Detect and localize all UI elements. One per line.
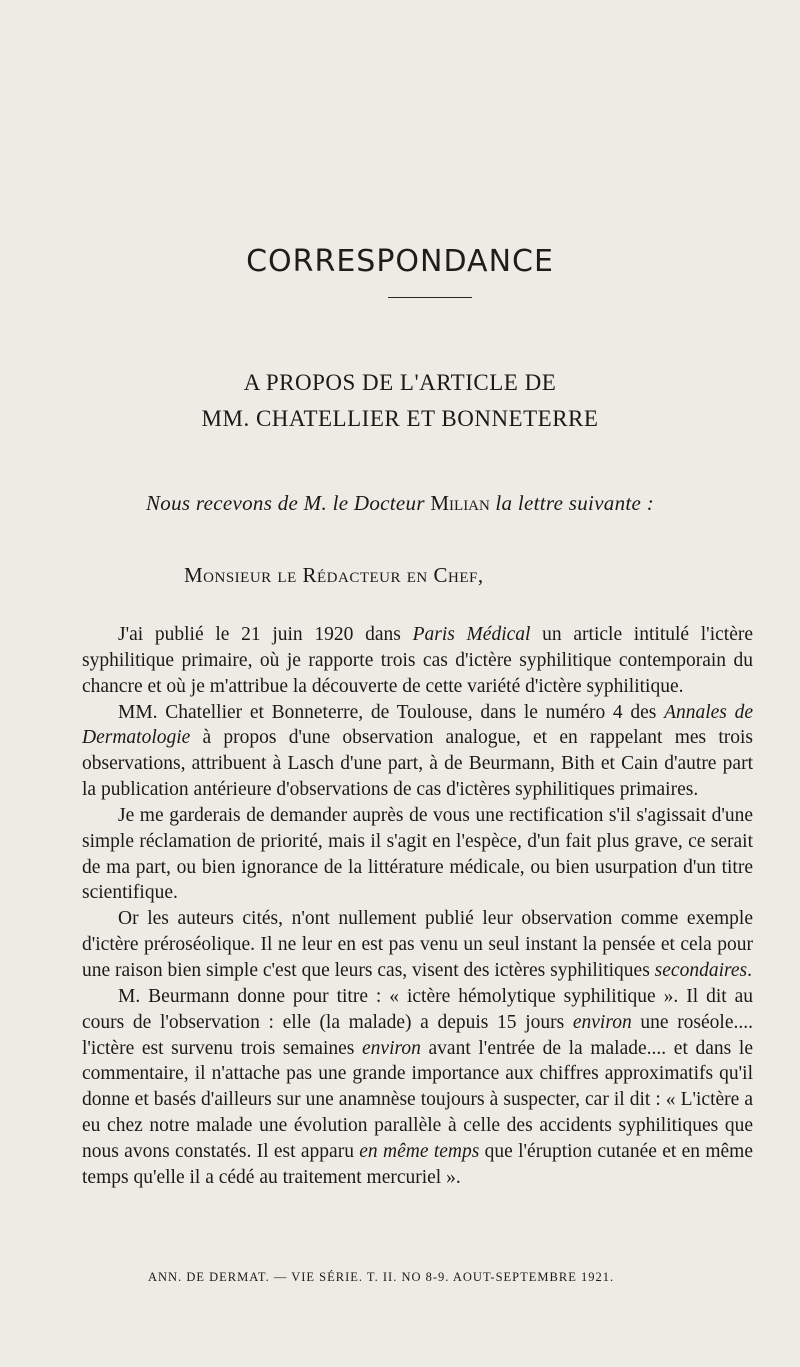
p2-journal: Annales de Dermatologie [82,701,753,749]
article-title-line-1: A PROPOS DE L'ARTICLE DE [243,370,557,395]
title-divider [388,297,472,298]
paragraph-3: Je me garderais de demander auprès de vous une rectification s'il s'agissait d'une simple réclamation de priorité, mais il s'agit en l'espèce, d'un fait plus grave, ce serait de ma part, ou bien ignorance de la littérature médicale, ou bien usurpation d'un titre scientifique. [82,804,753,904]
p1-text-b: un article intitulé l'ictère syphilitique primaire, où je rapporte trois cas d'ictère syphilitique contemporain du chancre et où je m'attribue la découverte de cette variété d'ictère syphilitique. [82,624,753,697]
running-footer: ANN. DE DERMAT. — VIE SÉRIE. T. II. NO 8-9. AOUT-SEPTEMBRE 1921. [148,1270,615,1284]
paragraph-1 [82,622,753,700]
paragraph-5 [82,984,753,1191]
intro-author: Milian [430,491,490,515]
paragraph-4 [82,906,753,984]
p2-text-b: à propos d'une observation analogue, et en rappelant mes trois observations, attribuent à Lasch d'une part, à de Beurmann, Bith et Cain d'autre part la publication antérieure d'observations de cas d'ictères syphilitiques primaires. [82,727,753,801]
p4-text-a: Or les auteurs cités, n'ont nullement publié leur observation comme exemple d'ictère préroséolique. Il ne leur en est pas venu un seul instant la pensée et cela pour une raison bien simple c'est que leurs cas, visent des ictères syphilitiques [82,908,753,981]
article-title [0,365,800,437]
salutation: Monsieur le Rédacteur en Chef, [184,563,484,587]
p2-text-a: MM. Chatellier et Bonneterre, de Toulouse, dans le numéro 4 des [118,701,665,723]
intro-line [0,491,800,516]
intro-part-2: la lettre suivante : [489,491,655,515]
p5-text-d: que l'éruption cutanée et en même temps qu'elle il a cédé au traitement mercuriel ». [82,1140,754,1188]
p5-text-a: M. Beurmann donne pour titre : « ictère hémolytique syphilitique ». Il dit au cours de l'observation : elle (la malade) a depuis 15 jours [82,985,753,1033]
section-title: CORRESPONDANCE [246,244,554,279]
p1-text-a: J'ai publié le 21 juin 1920 dans [118,624,413,645]
p4-text-b: . [747,959,752,981]
p5-text-c: avant l'entrée de la malade.... et dans le commentaire, il n'attache pas une grande importance aux chiffres approximatifs qu'il donne et basés d'ailleurs sur une anamnèse toujours à suspecter, car il dit : « L'ictère a eu chez notre malade une évolution parallèle à celle des accidents syphilitiques que nous avons constatés. Il est apparu [82,1037,753,1162]
p5-emphasis-3: en même temps [359,1140,480,1162]
p4-emphasis: secondaires [654,959,748,981]
p1-journal: Paris Médical [412,624,531,645]
letter-body [82,622,753,1191]
p5-emphasis-2: environ [362,1037,421,1059]
p5-text-b: une roséole.... l'ictère est survenu trois semaines [82,1011,753,1059]
paragraph-2 [82,700,753,803]
article-title-line-2: MM. CHATELLIER ET BONNETERRE [201,406,599,431]
intro-part-1: Nous recevons de M. le Docteur [145,491,431,515]
p5-emphasis-1: environ [572,1011,632,1033]
